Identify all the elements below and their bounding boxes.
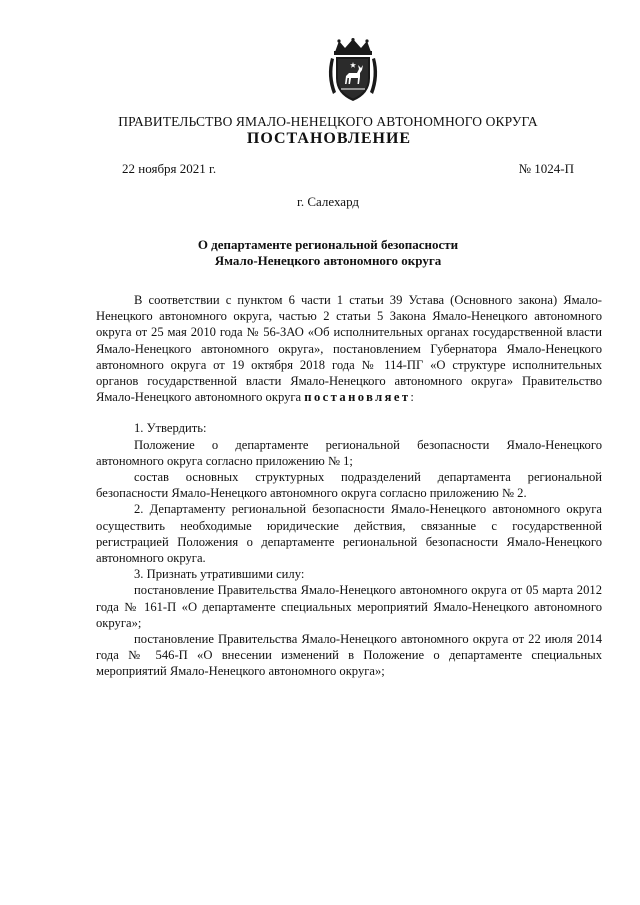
list-item: состав основных структурных подразделений департамента региональной безопасности Ямало-Ненецкого автономного округа согласно приложению № 2. bbox=[96, 470, 602, 501]
document-city: г. Салехард bbox=[296, 194, 360, 209]
decree-colon: : bbox=[410, 390, 414, 405]
document-subject bbox=[8, 237, 640, 269]
document-type: ПОСТАНОВЛЕНИЕ bbox=[246, 130, 412, 147]
preamble-paragraph bbox=[96, 292, 602, 405]
decree-word: постановляет bbox=[304, 390, 411, 405]
government-name: ПРАВИТЕЛЬСТВО ЯМАЛО-НЕНЕЦКОГО АВТОНОМНОГО ОКРУГА bbox=[118, 114, 538, 129]
document-body bbox=[96, 292, 602, 680]
coat-of-arms-icon bbox=[325, 38, 381, 104]
subject-line-1: О департаменте региональной безопасности bbox=[197, 237, 459, 252]
subject-line-2: Ямало-Ненецкого автономного округа bbox=[214, 253, 442, 268]
preamble-text: В соответствии с пунктом 6 части 1 статьи 39 Устава (Основного закона) Ямало-Ненецкого автономного округа, частью 2 статьи 5 Закона Ямало-Ненецкого автономного округа от 25 мая 2010 года № 56-ЗАО «Об исполнительных органах государственной власти Ямало-Ненецкого автономного округа», постановлением Губернатора Ямало-Ненецкого автономного округа от 19 октября 2018 года № 114-ПГ «О структуре исполнительных органов государственной власти Ямало-Ненецкого автономного округа» Правительство Ямало-Ненецкого автономного округа bbox=[96, 293, 602, 405]
list-item: постановление Правительства Ямало-Ненецкого автономного округа от 05 марта 2012 года № 161-П «О департаменте специальных мероприятий Ямало-Ненецкого автономного округа»; bbox=[96, 583, 602, 630]
document-date: 22 ноября 2021 г. bbox=[122, 161, 217, 176]
list-item: постановление Правительства Ямало-Ненецкого автономного округа от 22 июля 2014 года № 546-П «О внесении изменений в Положение о департаменте специальных мероприятий Ямало-Ненецкого автономного округа»; bbox=[96, 632, 602, 679]
list-item: Положение о департаменте региональной безопасности Ямало-Ненецкого автономного округа согласно приложению № 1; bbox=[96, 437, 602, 468]
document-number: № 1024-П bbox=[518, 161, 574, 176]
list-item: 1. Утвердить: bbox=[134, 421, 207, 436]
list-item: 2. Департаменту региональной безопасности Ямало-Ненецкого автономного округа осуществить необходимые юридические действия, связанные с государственной регистрацией Положения о департаменте региональной безопасности Ямало-Ненецкого автономного округа. bbox=[96, 502, 602, 566]
list-item: 3. Признать утратившими силу: bbox=[134, 567, 305, 582]
